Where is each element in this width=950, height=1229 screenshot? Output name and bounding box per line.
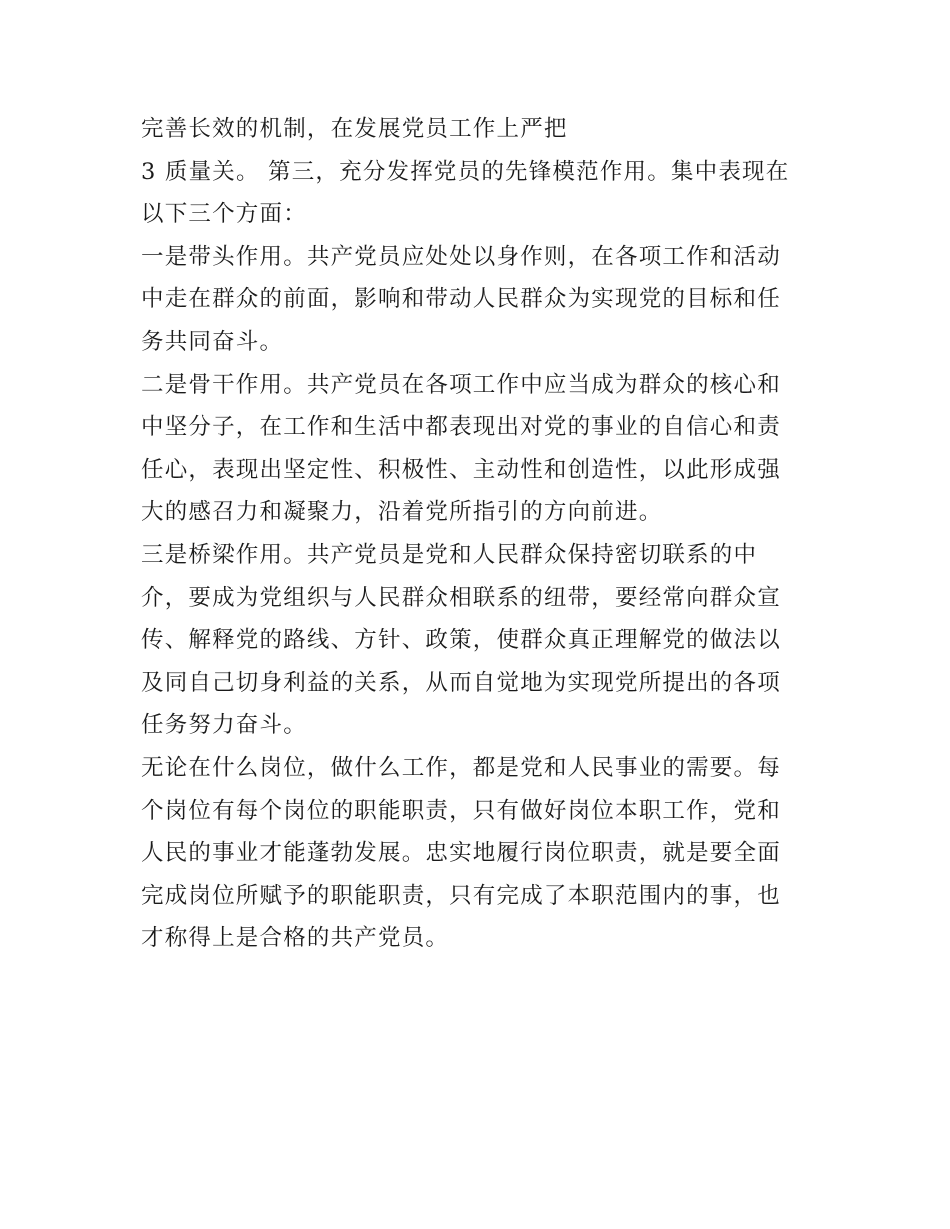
text-line: 以下三个方面： — [141, 201, 307, 228]
text-line: 三是桥梁作用。共产党员是党和人民群众保持密切联系的中 — [141, 541, 758, 568]
text-line: 人民的事业才能蓬勃发展。忠实地履行岗位职责，就是要全面 — [141, 840, 781, 867]
text-line: 无论在什么岗位，做什么工作，都是党和人民事业的需要。每 — [141, 754, 781, 781]
text-line: 个岗位有每个岗位的职能职责，只有做好岗位本职工作，党和 — [141, 797, 781, 824]
text-line: 及同自己切身利益的关系，从而自觉地为实现党所提出的各项 — [141, 669, 781, 696]
text-line: 大的感召力和凝聚力，沿着党所指引的方向前进。 — [141, 499, 663, 526]
text-line: 任心，表现出坚定性、积极性、主动性和创造性，以此形成强 — [141, 456, 781, 483]
text-line: 中坚分子，在工作和生活中都表现出对党的事业的自信心和责 — [141, 414, 781, 441]
document-body — [141, 108, 813, 960]
text-line: 传、解释党的路线、方针、政策，使群众真正理解党的做法以 — [141, 627, 781, 654]
text-line: 任务努力奋斗。 — [141, 712, 307, 739]
text-line: 完善长效的机制，在发展党员工作上严把 — [141, 116, 568, 142]
text-line: 才称得上是合格的共产党员。 — [141, 925, 450, 952]
text-line: 二是骨干作用。共产党员在各项工作中应当成为群众的核心和 — [141, 371, 781, 398]
text-line: 完成岗位所赋予的职能职责，只有完成了本职范围内的事，也 — [141, 882, 781, 909]
text-line: 中走在群众的前面，影响和带动人民群众为实现党的目标和任 — [141, 286, 781, 313]
text-line: 3 质量关。 第三，充分发挥党员的先锋模范作用。集中表现在 — [141, 158, 790, 185]
text-line: 介，要成为党组织与人民群众相联系的纽带，要经常向群众宣 — [141, 584, 781, 611]
text-line: 务共同奋斗。 — [141, 328, 284, 355]
text-line: 一是带头作用。共产党员应处处以身作则，在各项工作和活动 — [141, 243, 781, 270]
